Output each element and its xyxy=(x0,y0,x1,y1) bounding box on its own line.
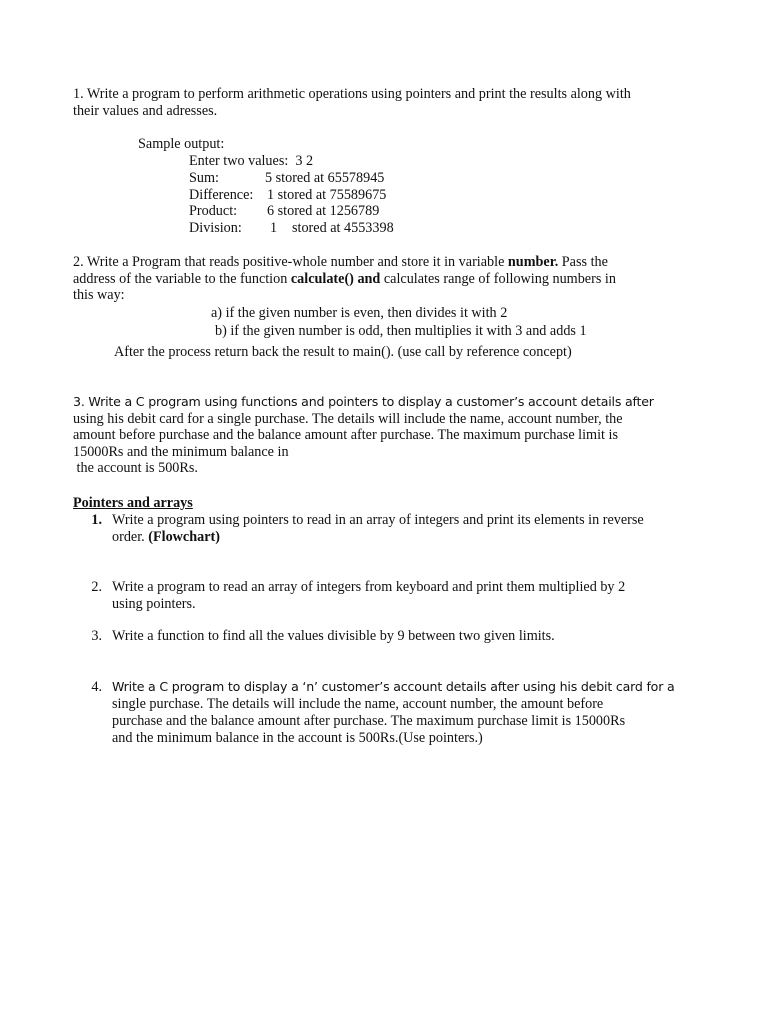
q2-line-1: 2. Write a Program that reads positive-whole number and store it in variable number. Pass the xyxy=(73,254,608,270)
list-item-number: 2. xyxy=(91,579,102,595)
q3-line-4: 15000Rs and the minimum balance in xyxy=(73,443,289,460)
q3-line-2: using his debit card for a single purchase. The details will include the name, account number, the xyxy=(73,410,623,427)
sample-row xyxy=(189,153,394,170)
sample-row xyxy=(189,220,394,237)
question-3 xyxy=(73,394,654,477)
sample-row-value: 1 stored at 75589675 xyxy=(267,186,387,203)
question-1 xyxy=(73,86,631,119)
list-item-line: and the minimum balance in the account is 500Rs.(Use pointers.) xyxy=(112,730,483,746)
sample-row-label: Enter two values: xyxy=(189,153,289,169)
list-item-line: using pointers. xyxy=(112,596,196,612)
sample-row-label: Difference: xyxy=(189,186,254,203)
list-item-line: Write a program to read an array of integers from keyboard and print them multiplied by 2 xyxy=(112,579,626,595)
q3-line-1: 3. Write a C program using functions and pointers to display a customer’s account details after xyxy=(73,394,654,409)
q1-line-1: 1. Write a program to perform arithmetic operations using pointers and print the results along with xyxy=(73,86,631,102)
list-item-number: 1. xyxy=(91,512,102,528)
sample-row-label: Product: xyxy=(189,203,238,220)
sample-row-label: Division: xyxy=(189,220,242,237)
list-item-number: 4. xyxy=(91,679,102,695)
section-heading: Pointers and arrays xyxy=(73,495,193,511)
sample-row xyxy=(189,187,394,204)
sample-row-value: 3 2 xyxy=(295,153,314,169)
sample-row-value: 1 xyxy=(270,220,278,237)
q2-case-a: a) if the given number is even, then divides it with 2 xyxy=(211,305,508,321)
q2-case-b: b) if the given number is odd, then multiplies it with 3 and adds 1 xyxy=(215,323,587,339)
sample-row-tail: stored at 4553398 xyxy=(292,220,394,237)
q2-line-3: this way: xyxy=(73,287,125,303)
sample-row-label: Sum: xyxy=(189,169,219,186)
q3-line-3: amount before purchase and the balance amount after purchase. The maximum purchase limit is xyxy=(73,427,618,443)
sample-row xyxy=(189,170,394,187)
list-item-line: Write a C program to display a ‘n’ customer’s account details after using his debit card for a xyxy=(112,679,675,694)
list-item-line: single purchase. The details will include the name, account number, the amount before xyxy=(112,696,604,712)
flowchart-note: (Flowchart) xyxy=(148,529,220,545)
sample-output-heading: Sample output: xyxy=(138,136,225,152)
q3-line-5: the account is 500Rs. xyxy=(73,460,198,476)
variable-name: number. xyxy=(507,254,559,270)
function-name: calculate() and xyxy=(290,270,381,287)
list-item-number: 3. xyxy=(91,628,102,644)
list-item-line: Write a function to find all the values divisible by 9 between two given limits. xyxy=(112,628,555,644)
question-2 xyxy=(73,254,616,304)
list-item-line: purchase and the balance amount after purchase. The maximum purchase limit is 15000Rs xyxy=(112,713,626,729)
sample-row-value: 5 stored at 65578945 xyxy=(265,169,385,186)
list-item-line: Write a program using pointers to read in an array of integers and print its elements in reverse xyxy=(112,512,644,528)
sample-row xyxy=(189,203,394,220)
sample-output-block xyxy=(189,153,394,237)
q1-line-2: their values and adresses. xyxy=(73,102,218,119)
q2-line-2: address of the variable to the function calculate() and calculates range of following numbers in xyxy=(73,270,616,287)
sample-row-value: 6 stored at 1256789 xyxy=(267,203,380,220)
list-item-line: order. (Flowchart) xyxy=(112,529,220,545)
q2-after-note: After the process return back the result to main(). (use call by reference concept) xyxy=(114,344,572,360)
